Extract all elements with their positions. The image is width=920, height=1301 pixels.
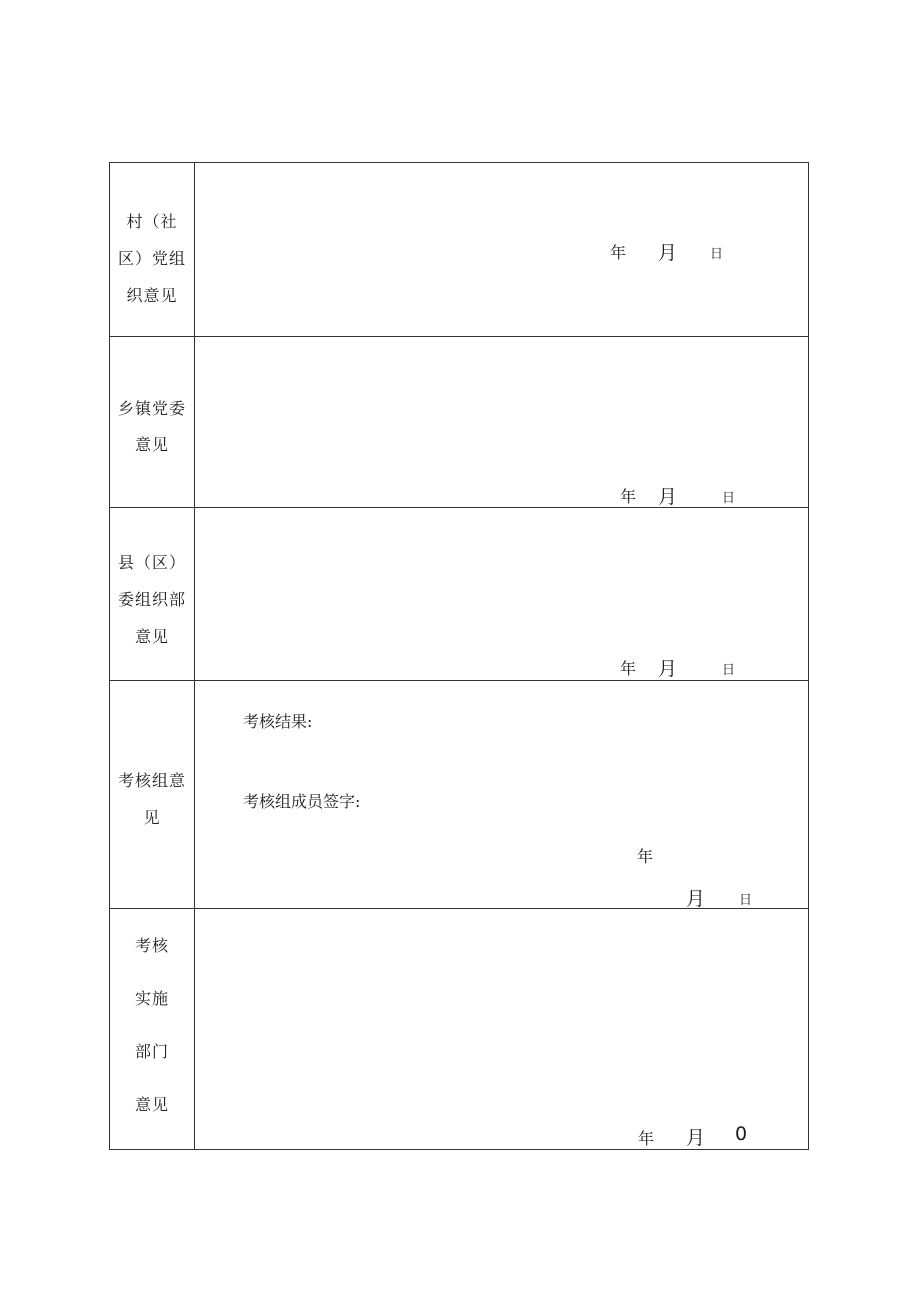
- date-day-label: 日: [710, 247, 724, 262]
- content-cell-assessment-group[interactable]: [195, 681, 808, 908]
- assessment-result-label: 考核结果:: [243, 712, 313, 731]
- label-line: 见: [143, 808, 161, 827]
- content-cell-county-organization[interactable]: [195, 508, 808, 680]
- label-line: 考核: [134, 936, 169, 955]
- label-cell-township-committee: [110, 337, 195, 507]
- label-line: 实施: [134, 989, 169, 1008]
- label-line: 意见: [134, 627, 169, 646]
- date-year-label: 年: [610, 243, 627, 262]
- content-cell-implementing-department[interactable]: [195, 909, 808, 1149]
- row-label: [110, 391, 194, 463]
- date-day-label: 0: [735, 1123, 748, 1145]
- date-month-label: 月: [686, 888, 706, 910]
- label-line: 委组织部: [117, 590, 186, 609]
- label-line: 村（社: [126, 212, 178, 231]
- date-year-label: 年: [620, 659, 637, 678]
- date-month-label: 月: [658, 486, 678, 508]
- date-year-label: 年: [638, 1129, 655, 1148]
- row-label: [110, 762, 194, 836]
- row-county-organization-opinion: [110, 508, 808, 681]
- label-line: 区）党组: [117, 249, 186, 268]
- date-day-label: 日: [739, 893, 753, 908]
- label-line: 考核组意: [117, 771, 186, 790]
- label-line: 县（区）: [117, 553, 186, 572]
- content-cell-village-party[interactable]: [195, 163, 808, 336]
- label-line: 乡镇党委: [117, 399, 186, 418]
- label-cell-village-party: [110, 163, 195, 336]
- row-label: [110, 544, 194, 655]
- member-signature-label: 考核组成员签字:: [243, 792, 361, 811]
- label-cell-implementing-department: [110, 909, 195, 1149]
- row-village-party-opinion: [110, 163, 808, 337]
- label-line: 织意见: [126, 286, 178, 305]
- date-year-label: 年: [637, 847, 654, 866]
- date-day-label: 日: [722, 663, 736, 678]
- row-township-committee-opinion: [110, 337, 808, 508]
- date-month-label: 月: [686, 1127, 706, 1149]
- row-assessment-group-opinion: [110, 681, 808, 909]
- label-cell-county-organization: [110, 508, 195, 680]
- date-day-label: 日: [722, 491, 736, 506]
- opinion-form-table: [109, 162, 809, 1150]
- row-implementing-department-opinion: [110, 909, 808, 1149]
- date-year-label: 年: [620, 487, 637, 506]
- label-cell-assessment-group: [110, 681, 195, 908]
- row-label: [110, 203, 194, 314]
- label-line: 意见: [134, 1095, 169, 1114]
- row-label: [110, 919, 194, 1131]
- date-month-label: 月: [658, 658, 678, 680]
- date-month-label: 月: [658, 242, 678, 264]
- label-line: 意见: [134, 435, 169, 454]
- label-line: 部门: [134, 1042, 169, 1061]
- content-cell-township-committee[interactable]: [195, 337, 808, 507]
